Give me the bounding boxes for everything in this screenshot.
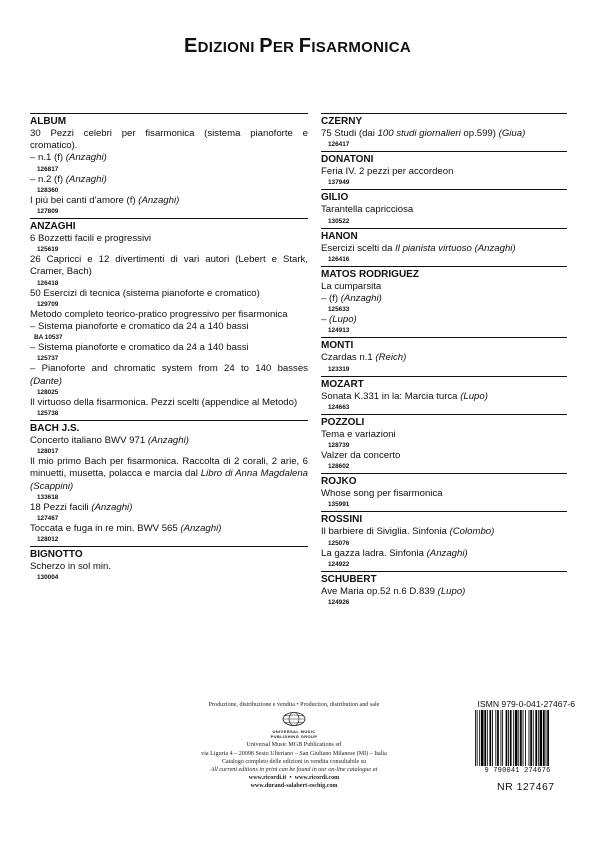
publisher-name: Universal Music MGB Publications srl — [246, 742, 342, 749]
catalog-code: 125738 — [37, 410, 59, 418]
entry-title: Ave Maria op.52 n.6 D.839 — [321, 585, 438, 597]
entry-title: 6 Bozzetti facili e progressivi — [30, 233, 152, 245]
entry-title: Metodo completo teorico-pratico progressivo per fisarmonica — [30, 308, 288, 320]
category-heading-czerny: CZERNY — [321, 116, 363, 127]
publisher-footer — [176, 701, 412, 791]
barcode-bar — [518, 710, 519, 766]
entry-arranger: (Reich) — [375, 352, 407, 364]
barcode-bar — [495, 710, 496, 766]
category-heading-monti: MONTI — [321, 340, 354, 352]
catalog-entry — [30, 309, 308, 321]
category-heading-pozzoli: POZZOLI — [321, 416, 365, 428]
catalog-entry — [321, 128, 567, 140]
entry-arranger: (Lupo) — [460, 390, 488, 402]
category-entries — [30, 561, 308, 584]
catalog-code: 126416 — [328, 255, 350, 263]
category-entries — [321, 391, 567, 414]
catalog-entry — [30, 435, 308, 447]
entry-arranger: (Anzaghi) — [180, 523, 222, 535]
catalog-entry — [321, 204, 567, 216]
catalog-entry — [321, 166, 567, 178]
catalog-code: 125633 — [328, 306, 350, 314]
entry-title: 18 Pezzi facili — [30, 501, 92, 513]
entry-title: Scherzo in sol min. — [30, 561, 112, 573]
catalog-entry — [321, 586, 567, 598]
barcode-bar — [501, 710, 502, 766]
barcode-bar — [479, 710, 480, 766]
barcode-bar — [513, 710, 514, 766]
category-entries — [30, 128, 311, 218]
barcode-bar — [477, 710, 478, 766]
barcode-bar — [547, 710, 549, 766]
catalog-entry — [321, 548, 567, 560]
barcode-bar — [481, 710, 484, 766]
catalog-code: 125737 — [37, 355, 59, 363]
catalog-code: 130004 — [37, 574, 59, 582]
entry-title: Il mio primo Bach per fisarmonica. Raccolta di 2 corali, 2 arie, 6 minuetti, musetta, polacca e marcia dal — [30, 456, 311, 480]
entry-title: 50 Esercizi di tecnica (sistema pianoforte e cromatico) — [30, 287, 260, 299]
catalog-code: 135991 — [328, 501, 350, 509]
catalog-entry — [321, 488, 567, 500]
entry-arranger: Il pianista virtuoso (Anzaghi) — [395, 242, 516, 254]
barcode-bar — [529, 710, 530, 766]
barcode-bar — [540, 710, 543, 766]
barcode — [473, 710, 573, 766]
barcode-bar — [523, 710, 524, 766]
catalog-column-left — [30, 113, 311, 584]
catalog-code: 126418 — [37, 279, 59, 287]
catalog-entry — [30, 321, 308, 333]
category-heading-schubert: SCHUBERT — [321, 573, 377, 585]
catalog-entry — [321, 314, 567, 326]
catalog-code: BA 10537 — [34, 334, 63, 342]
barcode-bar — [543, 710, 545, 766]
entry-arranger: (Lupo) — [329, 314, 357, 326]
page-title-text: EDIZIONI PER FISARMONICA — [184, 35, 411, 57]
entry-arranger: 100 studi giornalieri — [377, 128, 461, 139]
barcode-bar — [502, 710, 503, 766]
entry-title: Esercizi scelti da — [321, 242, 396, 254]
category-entries — [321, 429, 567, 473]
catalog-code: 128017 — [37, 448, 59, 456]
catalog-code: 125619 — [37, 246, 59, 254]
catalog-entry — [30, 363, 311, 387]
catalog-entry — [321, 293, 567, 305]
entry-title: – Sistema pianoforte e cromatico da 24 a 140 bassi — [30, 321, 249, 333]
catalog-nr: NR 127467 — [497, 781, 555, 793]
barcode-bar — [484, 710, 486, 766]
entry-title: – — [321, 314, 330, 326]
catalog-entry — [321, 526, 567, 538]
entry-title: Czardas n.1 — [321, 352, 376, 364]
catalog-code: 137949 — [328, 179, 350, 187]
globe-logo-icon — [281, 711, 307, 727]
barcode-bar — [530, 710, 532, 766]
publisher-address: via Liguria 4 – 20098 Sesto Ulteriano – San Giuliano Milanese (MI) – Italia — [201, 750, 387, 757]
catalog-code: 123319 — [328, 365, 350, 373]
category-entries — [30, 233, 311, 420]
catalog-code: 126417 — [328, 141, 350, 149]
catalog-entry — [30, 561, 308, 573]
barcode-bar — [533, 710, 534, 766]
catalog-entry — [321, 281, 567, 293]
catalog-entry — [30, 152, 308, 164]
universal-music-logo — [264, 711, 324, 739]
catalog-code: 130522 — [328, 217, 350, 225]
category-entries — [321, 488, 567, 511]
category-entries — [321, 243, 567, 266]
catalog-code: 124922 — [328, 560, 350, 568]
catalog-code: 124913 — [328, 327, 350, 335]
entry-arranger: (Lupo) — [437, 585, 466, 597]
catalog-entry — [30, 456, 311, 493]
entry-arranger: (Anzaghi) — [91, 501, 133, 513]
category-heading-matos-rodriguez: MATOS RODRIGUEZ — [321, 268, 419, 280]
entry-title: La gazza ladra. Sinfonia — [321, 547, 427, 559]
entry-title: Tema e variazioni — [321, 428, 396, 440]
entry-arranger: (Colombo) — [449, 526, 495, 538]
catalog-entry — [30, 233, 308, 245]
barcode-bar — [492, 710, 493, 766]
category-entries — [321, 526, 567, 570]
barcode-bar — [546, 710, 547, 766]
category-entries — [321, 128, 567, 151]
entry-title: Toccata e fuga in re min. BWV 565 — [30, 523, 181, 535]
catalog-code: 125076 — [328, 539, 350, 547]
catalog-code: 128025 — [37, 388, 59, 396]
catalog-column-right — [321, 113, 567, 609]
catalog-entry — [30, 397, 308, 409]
barcode-bar — [520, 710, 522, 766]
ismn-number: ISMN 979-0-041-27467-6 — [477, 699, 575, 709]
entry-title: Valzer da concerto — [321, 450, 401, 462]
entry-title: Il virtuoso della fisarmonica. Pezzi scelti (appendice al Metodo) — [30, 396, 298, 408]
category-entries — [321, 166, 567, 189]
catalog-entry — [30, 288, 308, 300]
catalog-entry — [30, 128, 311, 152]
catalog-note-en: All current editions in print can be found in our on-line catalogue at — [210, 767, 378, 774]
entry-title: Tarantella capricciosa — [321, 204, 414, 216]
entry-arranger: (Giua) — [498, 128, 526, 139]
catalog-entry — [30, 502, 308, 514]
barcode-bar — [487, 710, 488, 766]
entry-title: Il barbiere di Siviglia. Sinfonia — [321, 526, 450, 538]
category-heading-rossini: ROSSINI — [321, 514, 363, 526]
catalog-code: 126817 — [37, 165, 59, 173]
catalog-code: 124663 — [328, 403, 350, 411]
entry-arranger: (Dante) — [30, 375, 62, 387]
category-heading-anzaghi: ANZAGHI — [30, 221, 76, 233]
entry-arranger: (Anzaghi) — [147, 435, 189, 447]
catalog-code: 133618 — [37, 493, 59, 501]
barcode-bar — [538, 710, 539, 766]
catalog-entry — [30, 523, 308, 535]
entry-title: Feria IV. 2 pezzi per accordeon — [321, 166, 454, 178]
category-heading-bignotto: BIGNOTTO — [30, 549, 83, 561]
entry-arranger: Libro di Anna Magdalena (Scappini) — [30, 468, 308, 492]
barcode-digits: 9 790041 274676 — [484, 767, 551, 775]
catalog-code: 129709 — [37, 300, 59, 308]
category-entries — [321, 586, 567, 609]
category-entries — [321, 352, 567, 375]
barcode-bar — [525, 710, 526, 766]
category-heading-donatoni: DONATONI — [321, 154, 374, 166]
entry-title: I più bei canti d’amore (f) — [30, 194, 139, 206]
entry-title: – Sistema pianoforte e cromatico da 24 a 140 bassi — [30, 342, 249, 354]
website-link-durand[interactable]: www.durand-salabert-eschig.com — [250, 783, 338, 790]
logo-text: UNIVERSAL MUSIC PUBLISHING GROUP — [270, 729, 318, 739]
barcode-bar — [489, 710, 491, 766]
entry-title: 26 Capricci e 12 divertimenti di vari autori (Lebert e Stark, Cramer, Bach) — [30, 254, 311, 278]
barcode-bar — [497, 710, 499, 766]
category-heading-rojko: ROJKO — [321, 476, 357, 488]
page-title — [0, 35, 595, 58]
entry-title: – n.2 (f) — [30, 173, 66, 185]
category-heading-gilio: GILIO — [321, 192, 349, 204]
catalog-entry — [30, 174, 308, 186]
catalog-entry — [321, 391, 567, 403]
catalog-entry — [321, 429, 567, 441]
entry-arranger: (Anzaghi) — [65, 152, 107, 164]
category-entries — [321, 281, 567, 338]
website-link-ricordi-com[interactable]: www.ricordi.com — [294, 775, 340, 782]
category-entries — [321, 204, 567, 227]
catalog-note-it: Catalogo completo delle edizioni in vendita consultabile su — [221, 758, 367, 765]
entry-title: Concerto italiano BWV 971 — [30, 435, 148, 447]
catalog-code: 128602 — [328, 463, 350, 471]
catalog-entry — [30, 195, 308, 207]
catalog-entry — [321, 450, 567, 462]
website-links — [176, 774, 412, 782]
entry-title-suffix: op.599) — [460, 128, 499, 139]
entry-arranger: (Anzaghi) — [426, 547, 468, 559]
category-heading-hanon: HANON — [321, 230, 358, 242]
catalog-code: 127467 — [37, 515, 59, 523]
entry-title: 30 Pezzi celebri per fisarmonica (sistema pianoforte e cromatico). — [30, 128, 311, 152]
entry-title: La cumparsita — [321, 280, 382, 292]
barcode-bar — [510, 710, 512, 766]
catalog-code: 128739 — [328, 442, 350, 450]
entry-arranger: (Anzaghi) — [138, 194, 180, 206]
category-heading-mozart: MOZART — [321, 378, 364, 390]
barcode-bar — [508, 710, 509, 766]
catalog-entry — [321, 243, 567, 255]
category-heading-album: ALBUM — [30, 116, 67, 127]
catalog-code: 128360 — [37, 186, 59, 194]
entry-arranger: (Anzaghi) — [65, 173, 107, 185]
catalog-entry — [321, 352, 567, 364]
barcode-bar — [475, 710, 476, 766]
entry-title: – (f) — [321, 293, 341, 305]
category-heading-bach-j-s: BACH J.S. — [30, 423, 80, 435]
catalog-code: 128012 — [37, 536, 59, 544]
barcode-bar — [506, 710, 508, 766]
entry-title: – n.1 (f) — [30, 152, 66, 164]
entry-title: – Pianoforte and chromatic system from 24 to 140 basses — [30, 363, 311, 375]
barcode-bar — [535, 710, 537, 766]
entry-title: Whose song per fisarmonica — [321, 488, 443, 500]
barcode-bar — [515, 710, 518, 766]
entry-title: 75 Studi (dai — [321, 128, 378, 139]
catalog-code: 124926 — [328, 599, 350, 607]
catalog-code: 127809 — [37, 208, 59, 216]
category-entries — [30, 435, 311, 546]
entry-arranger: (Anzaghi) — [340, 293, 382, 305]
link-separator: • — [286, 775, 295, 782]
catalog-entry — [30, 342, 308, 354]
catalog-entry — [30, 254, 311, 278]
distribution-line: Produzione, distribuzione e vendita • Production, distribution and sale — [208, 702, 380, 708]
entry-title: Sonata K.331 in la: Marcia turca — [321, 390, 461, 402]
website-link-ricordi-it[interactable]: www.ricordi.it — [248, 775, 287, 782]
